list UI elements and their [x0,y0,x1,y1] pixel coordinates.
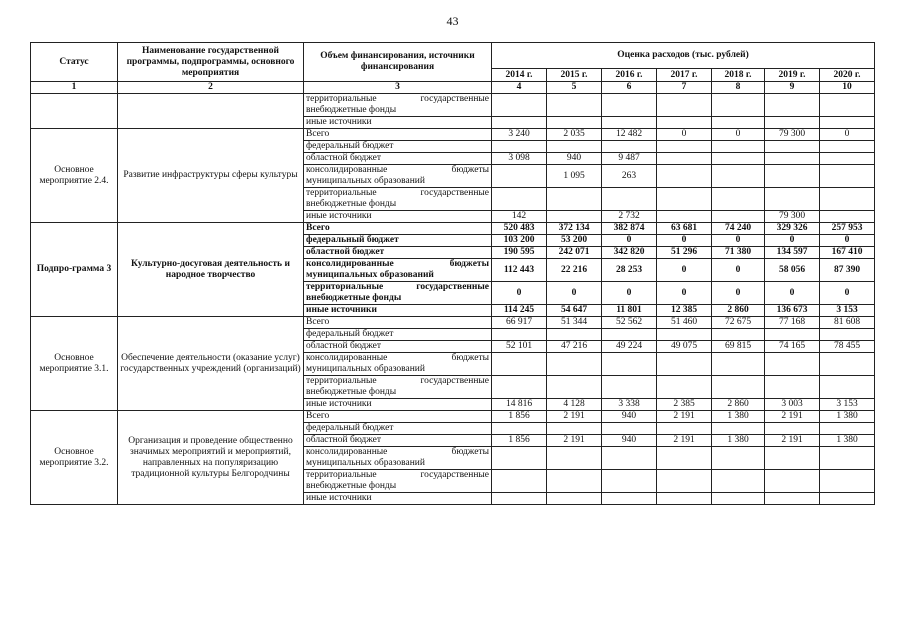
value-cell [547,141,602,153]
value-cell [712,423,765,435]
funding-source-line: областной бюджет [306,153,382,163]
value-cell: 114 245 [492,305,547,317]
value-cell: 1 856 [492,435,547,447]
value-cell: 2 035 [547,129,602,141]
value-cell: 382 874 [602,223,657,235]
value-cell [492,188,547,211]
value-cell [712,165,765,188]
value-cell: 49 224 [602,341,657,353]
header-year: 2014 г. [492,69,547,82]
column-index: 5 [547,82,602,94]
value-cell [602,329,657,341]
value-cell [820,141,875,153]
value-cell: 2 860 [712,399,765,411]
value-cell [657,117,712,129]
value-cell: 190 595 [492,247,547,259]
header-year: 2018 г. [712,69,765,82]
column-index: 2 [118,82,304,94]
value-cell: 329 326 [765,223,820,235]
funding-source [304,117,492,129]
funding-source-line: территориальные государственные [306,282,489,292]
funding-source-line: областной бюджет [306,435,382,445]
value-cell [602,353,657,376]
column-index: 9 [765,82,820,94]
value-cell: 3 338 [602,399,657,411]
value-cell: 0 [820,282,875,305]
value-cell [602,447,657,470]
funding-source-line: территориальные государственные [306,470,489,480]
funding-source-line: муниципальных образований [306,270,434,280]
value-cell [602,141,657,153]
value-cell: 940 [602,411,657,423]
value-cell: 52 562 [602,317,657,329]
value-cell: 69 815 [712,341,765,353]
value-cell: 2 860 [712,305,765,317]
column-index: 3 [304,82,492,94]
table-row [31,129,875,141]
value-cell [492,141,547,153]
value-cell [492,447,547,470]
value-cell: 9 487 [602,153,657,165]
value-cell [657,211,712,223]
value-cell: 1 380 [712,435,765,447]
column-index: 7 [657,82,712,94]
value-cell: 78 455 [820,341,875,353]
funding-source [304,329,492,341]
value-cell [547,211,602,223]
header-year: 2017 г. [657,69,712,82]
value-cell [765,117,820,129]
funding-source [304,399,492,411]
value-cell: 3 153 [820,305,875,317]
value-cell: 0 [712,259,765,282]
funding-source-line: внебюджетные фонды [306,481,397,491]
value-cell: 58 056 [765,259,820,282]
funding-source-line: областной бюджет [306,247,385,257]
value-cell [657,188,712,211]
value-cell [712,353,765,376]
value-cell [657,447,712,470]
value-cell: 51 460 [657,317,712,329]
value-cell: 2 191 [765,411,820,423]
funding-source-line: консолидированные бюджеты [306,259,489,269]
value-cell [602,94,657,117]
value-cell: 51 296 [657,247,712,259]
block-status [31,94,118,129]
funding-source [304,470,492,493]
value-cell: 0 [657,235,712,247]
block-name: Развитие инфраструктуры сферы культуры [118,129,304,223]
value-cell [547,94,602,117]
value-cell: 52 101 [492,341,547,353]
value-cell: 2 385 [657,399,712,411]
value-cell: 28 253 [602,259,657,282]
value-cell [547,117,602,129]
funding-source [304,447,492,470]
value-cell [547,329,602,341]
value-cell: 47 216 [547,341,602,353]
funding-source-line: внебюджетные фонды [306,105,397,115]
value-cell: 54 647 [547,305,602,317]
funding-source-line: Всего [306,129,330,139]
value-cell [492,329,547,341]
value-cell [765,353,820,376]
value-cell: 79 300 [765,129,820,141]
value-cell [492,470,547,493]
value-cell: 3 098 [492,153,547,165]
value-cell [492,353,547,376]
value-cell [657,376,712,399]
value-cell [602,117,657,129]
value-cell [712,447,765,470]
value-cell: 1 380 [820,435,875,447]
value-cell: 74 240 [712,223,765,235]
value-cell: 2 191 [657,411,712,423]
value-cell [820,117,875,129]
block-name [118,94,304,129]
funding-source-line: федеральный бюджет [306,329,394,339]
value-cell: 0 [657,259,712,282]
value-cell [492,423,547,435]
value-cell: 263 [602,165,657,188]
value-cell: 0 [765,235,820,247]
value-cell: 3 153 [820,399,875,411]
value-cell [712,470,765,493]
funding-source-line: федеральный бюджет [306,141,394,151]
value-cell [820,153,875,165]
funding-source-line: консолидированные бюджеты [306,447,489,457]
value-cell: 0 [657,129,712,141]
funding-source-line: областной бюджет [306,341,382,351]
value-cell [820,423,875,435]
funding-source-line: консолидированные бюджеты [306,165,489,175]
value-cell: 0 [657,282,712,305]
value-cell: 167 410 [820,247,875,259]
funding-source [304,259,492,282]
value-cell: 0 [712,282,765,305]
value-cell [765,447,820,470]
header-year: 2016 г. [602,69,657,82]
value-cell [492,117,547,129]
value-cell [712,211,765,223]
funding-source-line: федеральный бюджет [306,423,394,433]
value-cell [712,141,765,153]
value-cell: 2 191 [547,435,602,447]
value-cell: 1 380 [712,411,765,423]
value-cell [820,165,875,188]
funding-source [304,353,492,376]
value-cell: 66 917 [492,317,547,329]
funding-source-line: внебюджетные фонды [306,293,402,303]
value-cell: 0 [820,129,875,141]
value-cell [765,94,820,117]
value-cell: 136 673 [765,305,820,317]
value-cell: 14 816 [492,399,547,411]
funding-source [304,153,492,165]
column-index: 4 [492,82,547,94]
block-name: Организация и проведение общественно значимых мероприятий и мероприятий, направленных на популяризацию традиционной культуры Белгородчины [118,411,304,505]
value-cell [657,153,712,165]
value-cell [657,94,712,117]
funding-source [304,493,492,505]
block-status: Основное мероприятие 3.2. [31,411,118,505]
funding-source-line: Всего [306,317,330,327]
funding-source [304,211,492,223]
value-cell [820,329,875,341]
value-cell: 11 801 [602,305,657,317]
column-index: 8 [712,82,765,94]
funding-source-line: муниципальных образований [306,176,425,186]
funding-source [304,141,492,153]
page-number: 43 [446,14,459,28]
value-cell: 0 [712,129,765,141]
value-cell [820,447,875,470]
value-cell [547,470,602,493]
value-cell: 12 385 [657,305,712,317]
value-cell [657,141,712,153]
funding-source [304,129,492,141]
value-cell: 22 216 [547,259,602,282]
value-cell: 372 134 [547,223,602,235]
value-cell: 2 191 [547,411,602,423]
value-cell [547,493,602,505]
funding-source [304,282,492,305]
table-row [31,411,875,423]
value-cell: 71 380 [712,247,765,259]
funding-source-line: территориальные государственные [306,188,489,198]
value-cell [765,141,820,153]
value-cell: 74 165 [765,341,820,353]
block-status: Основное мероприятие 3.1. [31,317,118,411]
funding-source-line: иные источники [306,211,372,221]
value-cell [602,423,657,435]
block-name: Культурно-досуговая деятельность и народное творчество [118,223,304,317]
funding-source-line: консолидированные бюджеты [306,353,489,363]
value-cell: 0 [765,282,820,305]
column-index: 10 [820,82,875,94]
value-cell [657,493,712,505]
value-cell: 940 [547,153,602,165]
value-cell [657,165,712,188]
value-cell [547,447,602,470]
funding-source [304,235,492,247]
funding-source-line: Всего [306,223,330,233]
value-cell [492,376,547,399]
funding-source-line: федеральный бюджет [306,235,399,245]
header-estimate: Оценка расходов (тыс. рублей) [492,43,875,69]
funding-source-line: внебюджетные фонды [306,199,397,209]
value-cell: 79 300 [765,211,820,223]
value-cell: 2 732 [602,211,657,223]
block-status: Основное мероприятие 2.4. [31,129,118,223]
value-cell: 87 390 [820,259,875,282]
table-row [31,317,875,329]
funding-source [304,317,492,329]
column-index: 6 [602,82,657,94]
value-cell [712,376,765,399]
value-cell: 4 128 [547,399,602,411]
funding-source [304,435,492,447]
value-cell [492,493,547,505]
value-cell: 242 071 [547,247,602,259]
value-cell: 134 597 [765,247,820,259]
value-cell: 0 [712,235,765,247]
value-cell: 520 483 [492,223,547,235]
value-cell [765,376,820,399]
value-cell [712,188,765,211]
value-cell: 3 240 [492,129,547,141]
header-year: 2019 г. [765,69,820,82]
value-cell [765,165,820,188]
value-cell: 112 443 [492,259,547,282]
value-cell: 12 482 [602,129,657,141]
funding-source-line: иные источники [306,117,372,127]
value-cell: 103 200 [492,235,547,247]
value-cell [712,117,765,129]
table-row [31,94,875,117]
funding-source-line: внебюджетные фонды [306,387,397,397]
funding-source [304,188,492,211]
value-cell: 257 953 [820,223,875,235]
funding-source-line: муниципальных образований [306,364,425,374]
block-name: Обеспечение деятельности (оказание услуг) государственных учреждений (организаций) [118,317,304,411]
value-cell: 2 191 [657,435,712,447]
value-cell: 49 075 [657,341,712,353]
value-cell [602,470,657,493]
value-cell: 0 [820,235,875,247]
value-cell [765,423,820,435]
value-cell [820,94,875,117]
value-cell [820,470,875,493]
value-cell [657,353,712,376]
value-cell [657,423,712,435]
value-cell: 1 856 [492,411,547,423]
value-cell [602,493,657,505]
value-cell [547,188,602,211]
value-cell [820,188,875,211]
value-cell [492,165,547,188]
funding-source-line: Всего [306,411,330,421]
funding-source-line: иные источники [306,399,372,409]
value-cell [492,94,547,117]
value-cell [602,376,657,399]
value-cell [820,376,875,399]
value-cell: 2 191 [765,435,820,447]
funding-source [304,305,492,317]
expenditure-table [30,42,875,505]
header-volume: Объем финансирования, источники финансирования [304,43,492,82]
value-cell [712,493,765,505]
value-cell [547,376,602,399]
value-cell: 3 003 [765,399,820,411]
block-status: Подпро-грамма 3 [31,223,118,317]
value-cell: 63 681 [657,223,712,235]
column-index: 1 [31,82,118,94]
funding-source-line: территориальные государственные [306,376,489,386]
table-row [31,223,875,235]
funding-source-line: иные источники [306,305,377,315]
value-cell [712,153,765,165]
value-cell: 51 344 [547,317,602,329]
header-status: Статус [31,43,118,82]
funding-source [304,223,492,235]
funding-source [304,341,492,353]
value-cell: 342 820 [602,247,657,259]
value-cell [765,470,820,493]
value-cell: 1 095 [547,165,602,188]
funding-source [304,376,492,399]
value-cell [547,423,602,435]
value-cell: 77 168 [765,317,820,329]
value-cell: 142 [492,211,547,223]
funding-source-line: иные источники [306,493,372,503]
value-cell [712,94,765,117]
funding-source-line: муниципальных образований [306,458,425,468]
value-cell [765,493,820,505]
value-cell [547,353,602,376]
header-name: Наименование государственной программы, подпрограммы, основного мероприятия [118,43,304,82]
header-year: 2015 г. [547,69,602,82]
value-cell [712,329,765,341]
funding-source [304,165,492,188]
funding-source [304,411,492,423]
funding-source [304,423,492,435]
value-cell [765,188,820,211]
value-cell [820,353,875,376]
header-year: 2020 г. [820,69,875,82]
value-cell [765,329,820,341]
value-cell [657,470,712,493]
value-cell: 0 [602,235,657,247]
value-cell [820,211,875,223]
value-cell: 940 [602,435,657,447]
value-cell: 81 608 [820,317,875,329]
funding-source-line: территориальные государственные [306,94,489,104]
value-cell [602,188,657,211]
funding-source [304,247,492,259]
value-cell: 1 380 [820,411,875,423]
value-cell [765,153,820,165]
value-cell: 0 [492,282,547,305]
funding-source [304,94,492,117]
value-cell [820,493,875,505]
value-cell: 72 675 [712,317,765,329]
value-cell: 53 200 [547,235,602,247]
value-cell [657,329,712,341]
value-cell: 0 [547,282,602,305]
value-cell: 0 [602,282,657,305]
